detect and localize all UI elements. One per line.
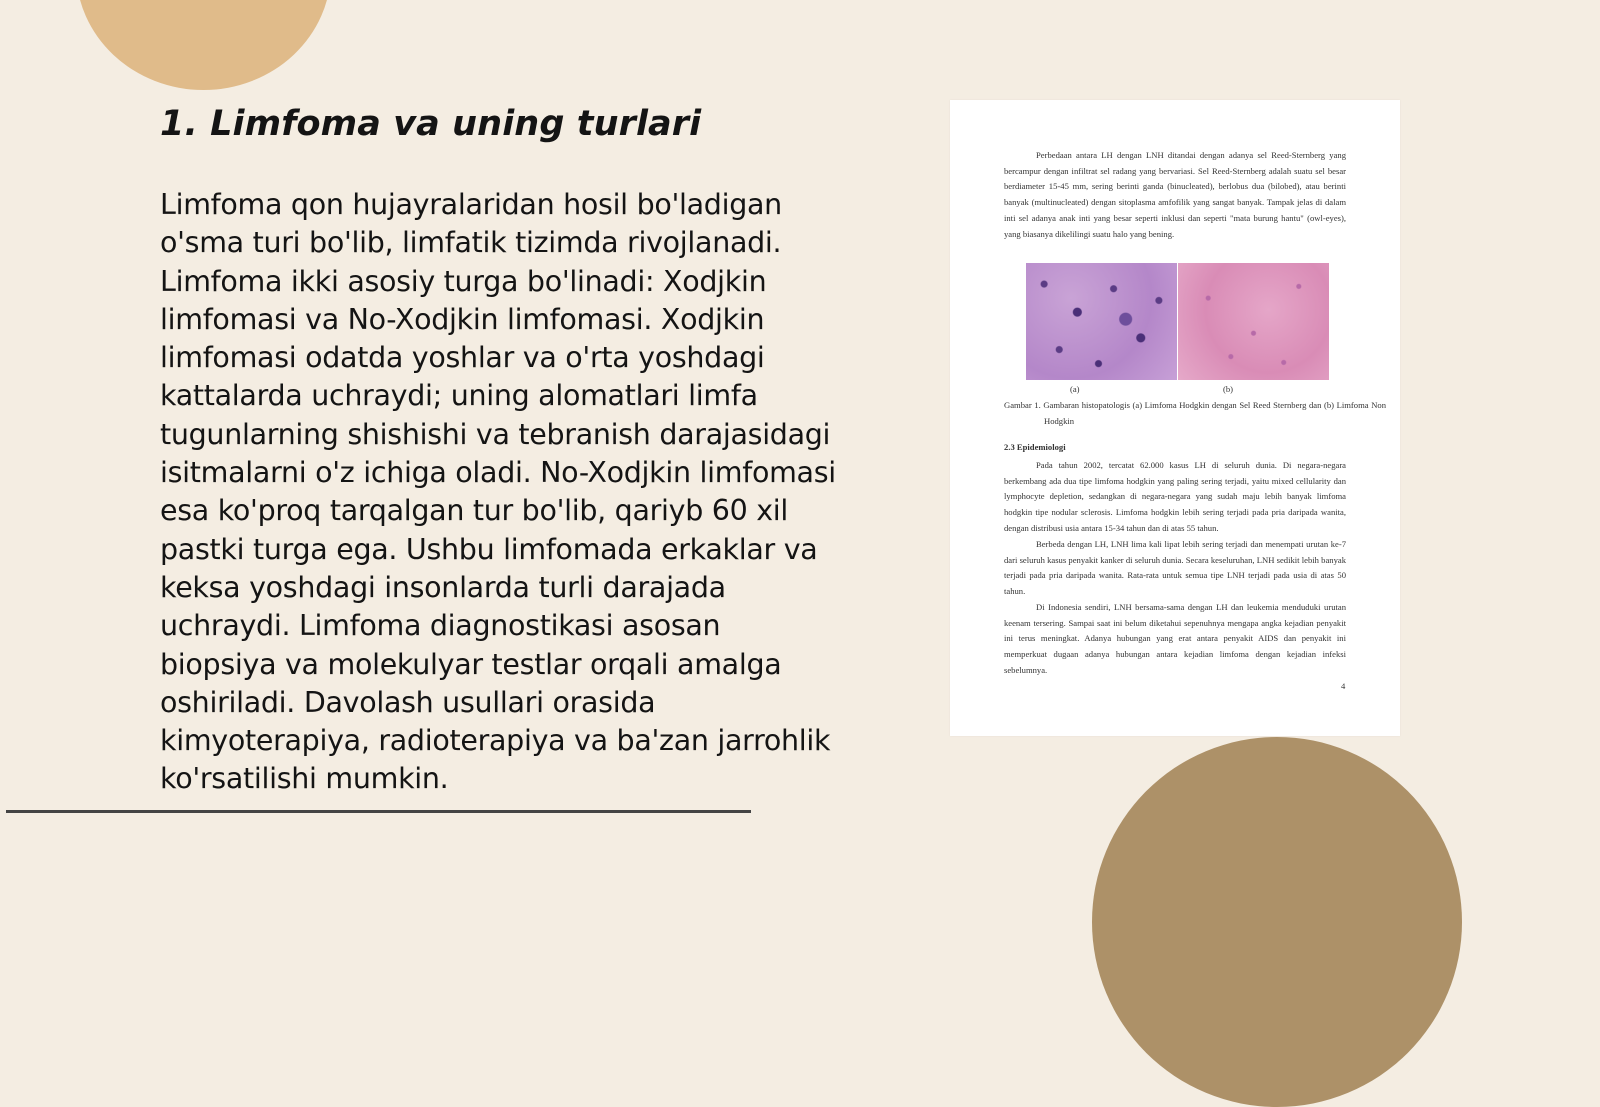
slide-body-text: Limfoma qon hujayralaridan hosil bo'ladigan o'sma turi bo'lib, limfatik tizimda rivojlanadi. Limfoma ikki asosiy turga bo'linadi: Xodjkin limfomasi va No-Xodjkin limfomasi. Xodjkin limfomasi odatda yoshlar va o'rta yoshdagi kattalarda uchraydi; uning alomatlari limfa tugunlarning shishishi va tebranish darajasidagi isitmalarni o'z ichiga oladi. No-Xodjkin limfomasi esa ko'proq tarqalgan tur bo'lib, qariyb 60 xil pastki turga ega. Ushbu limfomada erkaklar va keksa yoshdagi insonlarda turli darajada uchraydi. Limfoma diagnostikasi asosan biopsiya va molekulyar testlar orqali amalga oshiriladi. Davolash usullari orasida kimyoterapiya, radioterapiya va ba'zan jarrohlik ko'rsatilishi mumkin. [160,188,836,796]
slide-title: 1. Limfoma va uning turlari [160,104,702,144]
histopathology-image-a [1026,263,1177,380]
doc-paragraph-2: Berbeda dengan LH, LNH lima kali lipat lebih sering terjadi dan menempati urutan ke-7 dari seluruh kasus penyakit kanker di seluruh dunia. Secara keseluruhan, LNH sedikit lebih banyak terjadi pada pria daripada wanita. Rata-rata untuk semua tipe LNH terjadi pada usia di atas 50 tahun. [1004,539,1346,597]
histopathology-image-b [1178,263,1329,380]
figure-label-b: (b) [1223,384,1234,394]
doc-intro-paragraph: Perbedaan antara LH dengan LNH ditandai dengan adanya sel Reed-Sternberg yang bercampur dengan infiltrat sel radang yang bervariasi. Sel Reed-Sternberg adalah suatu sel besar berdiameter 15-45 mm, sering berinti ganda (binucleated), berlobus dua (bilobed), atau berinti banyak (multinucleated) dengan sitoplasma amfofilik yang sangat banyak. Tampak jelas di dalam inti sel adanya anak inti yang besar seperti inklusi dan seperti "mata burung hantu" (owl-eyes), yang biasanya dikelilingi suatu halo yang bening. [1004,150,1346,239]
figure-label-a: (a) [1070,384,1080,394]
decorative-circle-bottom [1092,737,1462,1107]
decorative-circle-top [76,0,331,90]
doc-section-heading: 2.3 Epidemiologi [1004,442,1066,452]
doc-page-number: 4 [1341,681,1346,691]
figure-caption: Gambar 1. Gambaran histopatologis (a) Limfoma Hodgkin dengan Sel Reed Sternberg dan (b) Limfoma Non Hodgkin [1004,400,1386,426]
document-page-image [950,100,1400,736]
doc-paragraph-3: Di Indonesia sendiri, LNH bersama-sama dengan LH dan leukemia menduduki urutan keenam tersering. Sampai saat ini belum diketahui sepenuhnya mengapa angka kejadian penyakit ini terus meningkat. Adanya hubungan yang erat antara penyakit AIDS dan penyakit ini memperkuat dugaan adanya hubungan antara kejadian limfoma dengan kejadian infeksi sebelumnya. [1004,602,1346,675]
doc-paragraph-1: Pada tahun 2002, tercatat 62.000 kasus LH di seluruh dunia. Di negara-negara berkembang ada dua tipe limfoma hodgkin yang paling sering terjadi, yaitu mixed cellularity dan lymphocyte depletion, sedangkan di negara-negara yang sudah maju lebih banyak limfoma hodgkin tipe nodular sclerosis. Limfoma hodgkin lebih sering terjadi pada pria daripada wanita, dengan distribusi usia antara 15-34 tahun dan di atas 55 tahun. [1004,460,1346,533]
horizontal-divider [6,810,751,813]
